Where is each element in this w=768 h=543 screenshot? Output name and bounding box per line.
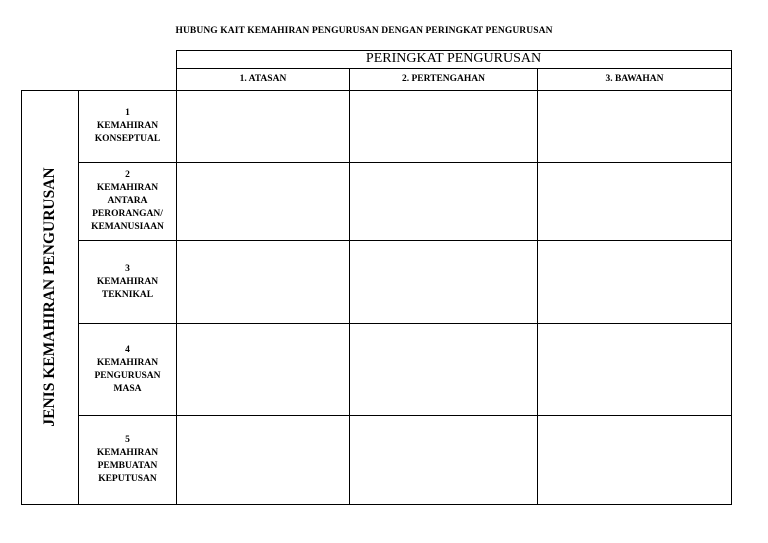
row-label-pembuatan-keputusan bbox=[79, 416, 176, 504]
row-label-teknikal bbox=[79, 241, 176, 323]
table-cell bbox=[177, 324, 349, 415]
table-cell bbox=[538, 163, 731, 240]
table-cell bbox=[177, 241, 349, 323]
row-label-text: KEMAHIRAN KONSEPTUAL bbox=[94, 121, 161, 144]
row-number: 1 bbox=[125, 108, 130, 118]
table-cell bbox=[538, 241, 731, 323]
table-cell bbox=[538, 91, 731, 162]
table-border-bottom bbox=[21, 504, 732, 505]
table-cell bbox=[350, 324, 537, 415]
row-label-konseptual bbox=[79, 91, 176, 162]
column-header-bawahan: 3. BAWAHAN bbox=[605, 74, 664, 84]
row-label-text: KEMAHIRAN PEMBUATAN KEPUTUSAN bbox=[96, 448, 159, 484]
table-cell bbox=[538, 324, 731, 415]
row-label-text: KEMAHIRAN PENGURUSAN MASA bbox=[94, 357, 161, 394]
row-number: 3 bbox=[125, 263, 130, 274]
table-cell bbox=[350, 416, 537, 504]
row-label-pengurusan-masa bbox=[79, 324, 176, 415]
table-cell bbox=[177, 163, 349, 240]
header-title: PERINGKAT PENGURUSAN bbox=[365, 51, 542, 66]
column-header-atasan: 1. ATASAN bbox=[239, 74, 287, 84]
row-label-kemanusiaan bbox=[79, 163, 176, 240]
row-number: 5 bbox=[125, 435, 130, 445]
table-cell bbox=[177, 91, 349, 162]
table-border-right bbox=[731, 50, 732, 505]
column-header-pertengahan: 2. PERTENGAHAN bbox=[401, 74, 486, 84]
row-label-text: KEMAHIRAN ANTARA PERORANGAN/ KEMANUSIAAN bbox=[91, 183, 164, 232]
table-cell bbox=[350, 241, 537, 323]
table-cell bbox=[350, 91, 537, 162]
row-number: 4 bbox=[125, 344, 130, 355]
row-number: 2 bbox=[125, 170, 130, 180]
document-title: HUBUNG KAIT KEMAHIRAN PENGURUSAN DENGAN PERINGKAT PENGURUSAN bbox=[175, 26, 553, 36]
side-label bbox=[21, 90, 79, 504]
table-cell bbox=[538, 416, 731, 504]
side-label-text: JENIS KEMAHIRAN PENGURUSAN bbox=[41, 167, 58, 427]
table-cell bbox=[177, 416, 349, 504]
table-cell bbox=[350, 163, 537, 240]
row-label-text: KEMAHIRAN TEKNIKAL bbox=[96, 276, 159, 300]
